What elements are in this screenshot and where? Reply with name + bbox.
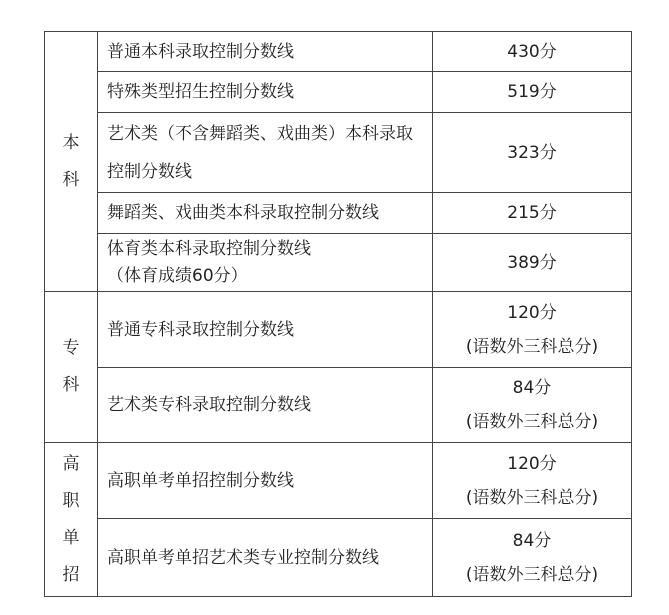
table-row [45,193,632,234]
category-vocational-single-exam: 高 职 单 招 [45,443,98,597]
category-junior-college: 专 科 [45,292,98,443]
line-name: 艺术类（不含舞蹈类、戏曲类）本科录取控制分数线 [98,113,433,193]
table-row [45,443,632,519]
line-name: 高职单考单招控制分数线 [98,443,433,519]
line-score: 389分 [433,234,632,292]
line-score-value: 120分 [507,302,557,323]
line-score: 519分 [433,72,632,113]
line-score: 215分 [433,193,632,234]
table-row [45,72,632,113]
table-row [45,519,632,597]
line-score-note: (语数外三科总分) [465,336,599,357]
table-row [45,234,632,292]
score-table [44,31,632,597]
line-name: 舞蹈类、戏曲类本科录取控制分数线 [98,193,433,234]
line-score [433,368,632,443]
line-name [98,234,433,292]
table-row [45,113,632,193]
line-score-value: 84分 [512,530,552,551]
table-row [45,292,632,368]
line-name-note: （体育成绩60分） [107,265,248,286]
line-score-note: (语数外三科总分) [465,412,599,432]
line-score: 323分 [433,113,632,193]
line-score-value: 120分 [507,453,557,474]
table-row [45,32,632,72]
table-row [45,368,632,443]
line-score [433,292,632,368]
line-name: 普通专科录取控制分数线 [98,292,433,368]
category-undergraduate: 本 科 [45,32,98,292]
line-name: 普通本科录取控制分数线 [98,32,433,72]
line-name-text: 体育类本科录取控制分数线 [107,238,311,259]
line-score: 430分 [433,32,632,72]
line-name: 艺术类专科录取控制分数线 [98,368,433,443]
line-score-note: (语数外三科总分) [465,487,599,508]
line-score-value: 84分 [512,378,552,398]
line-score-note: (语数外三科总分) [465,564,599,585]
line-score [433,443,632,519]
line-score [433,519,632,597]
line-name: 特殊类型招生控制分数线 [98,72,433,113]
line-name: 高职单考单招艺术类专业控制分数线 [98,519,433,597]
